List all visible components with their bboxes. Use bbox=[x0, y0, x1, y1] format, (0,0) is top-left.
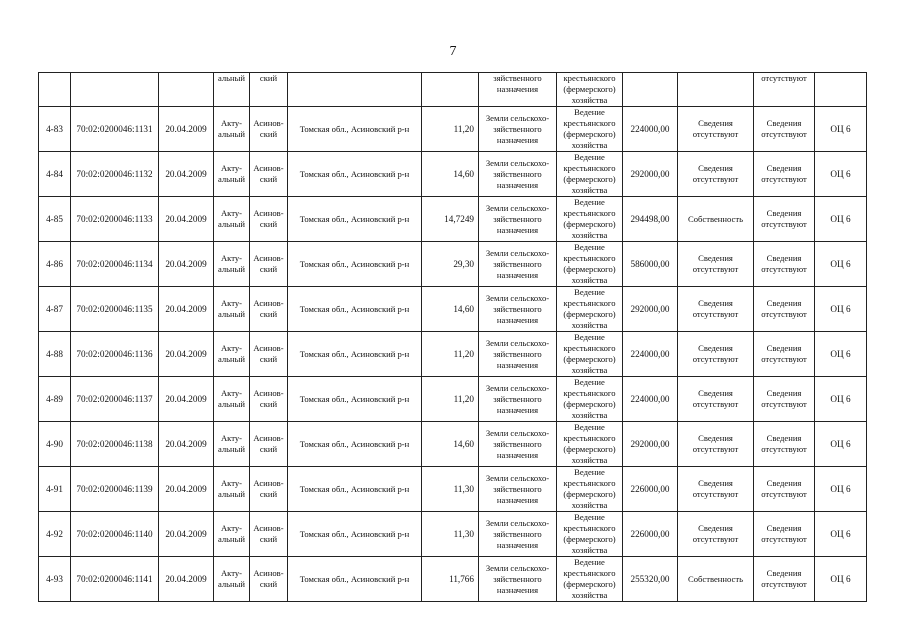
use-cell: Ведение крестьянского (фермерского) хозяйства bbox=[557, 467, 623, 512]
address-cell: Томская обл., Асиновский р-н bbox=[288, 242, 422, 287]
row-id-cell: 4-85 bbox=[39, 197, 71, 242]
use-cell: Ведение крестьянского (фермерского) хозяйства bbox=[557, 242, 623, 287]
row-id-cell: 4-87 bbox=[39, 287, 71, 332]
cadastral-number-cell: 70:02:0200046:1132 bbox=[71, 152, 159, 197]
code-cell: ОЦ 6 bbox=[815, 152, 867, 197]
encumbrance-cell: Сведения отсутствуют bbox=[754, 422, 815, 467]
status-cell: Акту-альный bbox=[214, 107, 250, 152]
rights-cell: Собственность bbox=[678, 197, 754, 242]
district-cell: Асинов-ский bbox=[250, 332, 288, 377]
row-id-cell: 4-88 bbox=[39, 332, 71, 377]
cadastral-number-cell: 70:02:0200046:1136 bbox=[71, 332, 159, 377]
value-cell: 292000,00 bbox=[623, 422, 678, 467]
area-cell: 11,20 bbox=[422, 332, 479, 377]
status-cell: Акту-альный bbox=[214, 332, 250, 377]
cadastral-number-cell: 70:02:0200046:1140 bbox=[71, 512, 159, 557]
use-cell: Ведение крестьянского (фермерского) хозяйства bbox=[557, 152, 623, 197]
code-cell: ОЦ 6 bbox=[815, 287, 867, 332]
area-cell: 14,7249 bbox=[422, 197, 479, 242]
value-cell: 586000,00 bbox=[623, 242, 678, 287]
date-cell: 20.04.2009 bbox=[159, 377, 214, 422]
cadastral-number-cell: 70:02:0200046:1137 bbox=[71, 377, 159, 422]
table-row bbox=[39, 197, 867, 242]
use-cell: Ведение крестьянского (фермерского) хозяйства bbox=[557, 422, 623, 467]
table-row bbox=[39, 332, 867, 377]
table-row bbox=[39, 467, 867, 512]
value-cell: 224000,00 bbox=[623, 332, 678, 377]
address-cell: Томская обл., Асиновский р-н bbox=[288, 197, 422, 242]
encumbrance-cell: Сведения отсутствуют bbox=[754, 197, 815, 242]
row-id-cell: 4-83 bbox=[39, 107, 71, 152]
status-cell: Акту-альный bbox=[214, 557, 250, 602]
area-cell: 11,20 bbox=[422, 107, 479, 152]
district-cell: Асинов-ский bbox=[250, 242, 288, 287]
date-cell: 20.04.2009 bbox=[159, 422, 214, 467]
rights-cell: Сведения отсутствуют bbox=[678, 422, 754, 467]
date-cell: 20.04.2009 bbox=[159, 197, 214, 242]
code-cell: ОЦ 6 bbox=[815, 107, 867, 152]
value-cell: 226000,00 bbox=[623, 512, 678, 557]
encumbrance-cell: отсутствуют bbox=[754, 73, 815, 107]
cadastral-number-cell: 70:02:0200046:1133 bbox=[71, 197, 159, 242]
row-id-cell: 4-91 bbox=[39, 467, 71, 512]
date-cell: 20.04.2009 bbox=[159, 467, 214, 512]
value-cell: 224000,00 bbox=[623, 377, 678, 422]
table-row bbox=[39, 107, 867, 152]
district-cell: Асинов-ский bbox=[250, 152, 288, 197]
use-cell: Ведение крестьянского (фермерского) хозяйства bbox=[557, 377, 623, 422]
category-cell: Земли сельскохо-зяйственного назначения bbox=[479, 152, 557, 197]
category-cell: Земли сельскохо-зяйственного назначения bbox=[479, 422, 557, 467]
row-id-cell: 4-90 bbox=[39, 422, 71, 467]
use-cell: Ведение крестьянского (фермерского) хозяйства bbox=[557, 557, 623, 602]
use-cell: Ведение крестьянского (фермерского) хозяйства bbox=[557, 512, 623, 557]
table-row bbox=[39, 422, 867, 467]
date-cell: 20.04.2009 bbox=[159, 512, 214, 557]
district-cell: Асинов-ский bbox=[250, 287, 288, 332]
rights-cell: Сведения отсутствуют bbox=[678, 377, 754, 422]
district-cell: Асинов-ский bbox=[250, 377, 288, 422]
status-cell: Акту-альный bbox=[214, 512, 250, 557]
category-cell: Земли сельскохо-зяйственного назначения bbox=[479, 512, 557, 557]
rights-cell: Сведения отсутствуют bbox=[678, 467, 754, 512]
value-cell: 292000,00 bbox=[623, 287, 678, 332]
address-cell: Томская обл., Асиновский р-н bbox=[288, 557, 422, 602]
category-cell: Земли сельскохо-зяйственного назначения bbox=[479, 332, 557, 377]
status-cell: Акту-альный bbox=[214, 152, 250, 197]
date-cell: 20.04.2009 bbox=[159, 152, 214, 197]
date-cell: 20.04.2009 bbox=[159, 242, 214, 287]
row-id-cell: 4-86 bbox=[39, 242, 71, 287]
date-cell: 20.04.2009 bbox=[159, 557, 214, 602]
use-cell: крестьянского (фермерского) хозяйства bbox=[557, 73, 623, 107]
encumbrance-cell: Сведения отсутствуют bbox=[754, 512, 815, 557]
code-cell: ОЦ 6 bbox=[815, 332, 867, 377]
address-cell: Томская обл., Асиновский р-н bbox=[288, 107, 422, 152]
row-id-cell: 4-92 bbox=[39, 512, 71, 557]
area-cell: 11,30 bbox=[422, 467, 479, 512]
district-cell: Асинов-ский bbox=[250, 557, 288, 602]
encumbrance-cell: Сведения отсутствуют bbox=[754, 242, 815, 287]
address-cell: Томская обл., Асиновский р-н bbox=[288, 287, 422, 332]
district-cell: Асинов-ский bbox=[250, 467, 288, 512]
code-cell: ОЦ 6 bbox=[815, 242, 867, 287]
address-cell: Томская обл., Асиновский р-н bbox=[288, 422, 422, 467]
table-row bbox=[39, 287, 867, 332]
land-plots-table bbox=[38, 72, 867, 602]
status-cell: Акту-альный bbox=[214, 197, 250, 242]
table-row bbox=[39, 377, 867, 422]
table-row bbox=[39, 557, 867, 602]
rights-cell: Собственность bbox=[678, 557, 754, 602]
category-cell: Земли сельскохо-зяйственного назначения bbox=[479, 377, 557, 422]
page-number: 7 bbox=[449, 44, 457, 59]
code-cell: ОЦ 6 bbox=[815, 377, 867, 422]
rights-cell: Сведения отсутствуют bbox=[678, 152, 754, 197]
status-cell: Акту-альный bbox=[214, 467, 250, 512]
district-cell: Асинов-ский bbox=[250, 107, 288, 152]
row-id-cell: 4-84 bbox=[39, 152, 71, 197]
use-cell: Ведение крестьянского (фермерского) хозяйства bbox=[557, 197, 623, 242]
rights-cell: Сведения отсутствуют bbox=[678, 332, 754, 377]
rights-cell: Сведения отсутствуют bbox=[678, 287, 754, 332]
value-cell: 292000,00 bbox=[623, 152, 678, 197]
code-cell: ОЦ 6 bbox=[815, 197, 867, 242]
status-cell: Акту-альный bbox=[214, 287, 250, 332]
category-cell: зяйственного назначения bbox=[479, 73, 557, 107]
use-cell: Ведение крестьянского (фермерского) хозяйства bbox=[557, 107, 623, 152]
district-cell: ский bbox=[250, 73, 288, 107]
code-cell: ОЦ 6 bbox=[815, 512, 867, 557]
address-cell: Томская обл., Асиновский р-н bbox=[288, 332, 422, 377]
status-cell: Акту-альный bbox=[214, 377, 250, 422]
table-row bbox=[39, 152, 867, 197]
encumbrance-cell: Сведения отсутствуют bbox=[754, 152, 815, 197]
row-id-cell: 4-93 bbox=[39, 557, 71, 602]
district-cell: Асинов-ский bbox=[250, 197, 288, 242]
status-cell: Акту-альный bbox=[214, 422, 250, 467]
continuation-row bbox=[39, 73, 867, 107]
category-cell: Земли сельскохо-зяйственного назначения bbox=[479, 467, 557, 512]
row-id-cell: 4-89 bbox=[39, 377, 71, 422]
value-cell: 226000,00 bbox=[623, 467, 678, 512]
status-cell: альный bbox=[214, 73, 250, 107]
district-cell: Асинов-ский bbox=[250, 512, 288, 557]
district-cell: Асинов-ский bbox=[250, 422, 288, 467]
encumbrance-cell: Сведения отсутствуют bbox=[754, 287, 815, 332]
address-cell: Томская обл., Асиновский р-н bbox=[288, 152, 422, 197]
cadastral-number-cell: 70:02:0200046:1139 bbox=[71, 467, 159, 512]
code-cell: ОЦ 6 bbox=[815, 467, 867, 512]
date-cell: 20.04.2009 bbox=[159, 287, 214, 332]
area-cell: 14,60 bbox=[422, 422, 479, 467]
encumbrance-cell: Сведения отсутствуют bbox=[754, 107, 815, 152]
category-cell: Земли сельскохо-зяйственного назначения bbox=[479, 242, 557, 287]
table-row bbox=[39, 242, 867, 287]
cadastral-number-cell: 70:02:0200046:1131 bbox=[71, 107, 159, 152]
date-cell: 20.04.2009 bbox=[159, 332, 214, 377]
encumbrance-cell: Сведения отсутствуют bbox=[754, 377, 815, 422]
category-cell: Земли сельскохо-зяйственного назначения bbox=[479, 107, 557, 152]
use-cell: Ведение крестьянского (фермерского) хозяйства bbox=[557, 332, 623, 377]
table-row bbox=[39, 512, 867, 557]
value-cell: 224000,00 bbox=[623, 107, 678, 152]
encumbrance-cell: Сведения отсутствуют bbox=[754, 332, 815, 377]
date-cell: 20.04.2009 bbox=[159, 107, 214, 152]
value-cell: 294498,00 bbox=[623, 197, 678, 242]
rights-cell: Сведения отсутствуют bbox=[678, 242, 754, 287]
encumbrance-cell: Сведения отсутствуют bbox=[754, 467, 815, 512]
cadastral-number-cell: 70:02:0200046:1134 bbox=[71, 242, 159, 287]
category-cell: Земли сельскохо-зяйственного назначения bbox=[479, 287, 557, 332]
cadastral-number-cell: 70:02:0200046:1138 bbox=[71, 422, 159, 467]
area-cell: 11,766 bbox=[422, 557, 479, 602]
area-cell: 11,20 bbox=[422, 377, 479, 422]
area-cell: 14,60 bbox=[422, 287, 479, 332]
category-cell: Земли сельскохо-зяйственного назначения bbox=[479, 197, 557, 242]
status-cell: Акту-альный bbox=[214, 242, 250, 287]
category-cell: Земли сельскохо-зяйственного назначения bbox=[479, 557, 557, 602]
address-cell: Томская обл., Асиновский р-н bbox=[288, 512, 422, 557]
area-cell: 11,30 bbox=[422, 512, 479, 557]
cadastral-number-cell: 70:02:0200046:1135 bbox=[71, 287, 159, 332]
use-cell: Ведение крестьянского (фермерского) хозяйства bbox=[557, 287, 623, 332]
code-cell: ОЦ 6 bbox=[815, 557, 867, 602]
area-cell: 14,60 bbox=[422, 152, 479, 197]
value-cell: 255320,00 bbox=[623, 557, 678, 602]
address-cell: Томская обл., Асиновский р-н bbox=[288, 467, 422, 512]
cadastral-number-cell: 70:02:0200046:1141 bbox=[71, 557, 159, 602]
code-cell: ОЦ 6 bbox=[815, 422, 867, 467]
address-cell: Томская обл., Асиновский р-н bbox=[288, 377, 422, 422]
rights-cell: Сведения отсутствуют bbox=[678, 512, 754, 557]
rights-cell: Сведения отсутствуют bbox=[678, 107, 754, 152]
area-cell: 29,30 bbox=[422, 242, 479, 287]
encumbrance-cell: Сведения отсутствуют bbox=[754, 557, 815, 602]
